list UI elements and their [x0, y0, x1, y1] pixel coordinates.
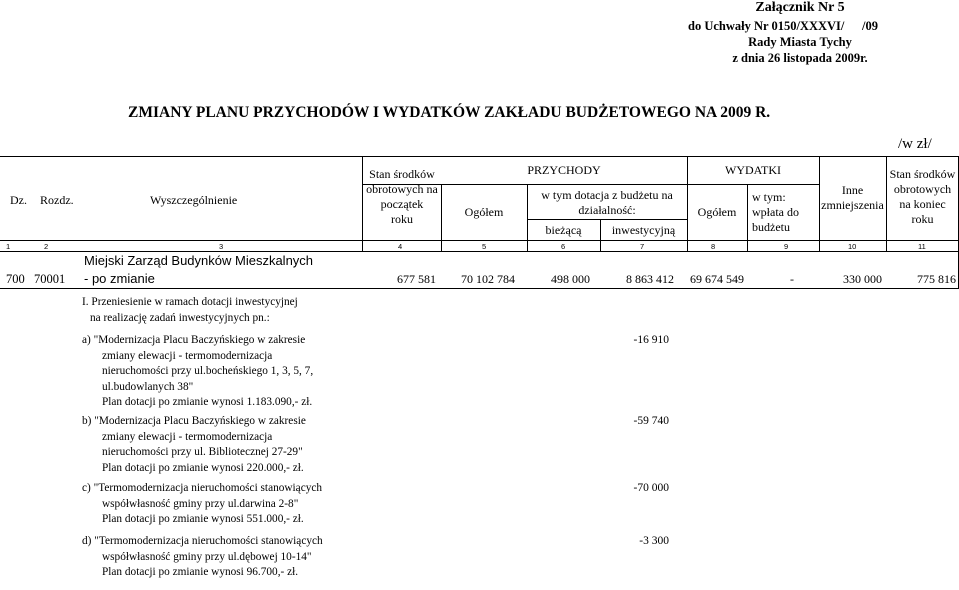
resolution-date: z dnia 26 listopada 2009r.	[732, 51, 868, 65]
col-wydatki-ogolem: Ogółem	[697, 205, 737, 219]
value-biezaca: 498 000	[551, 272, 590, 286]
row-name-after-change: - po zmianie	[84, 271, 155, 286]
col-number-8: 8	[711, 242, 716, 251]
col-biezaca: bieżącą	[545, 223, 582, 237]
col-wydatki-wtym	[752, 190, 799, 235]
item-b-l4: Plan dotacji po zmianie wynosi 220.000,- zł.	[102, 461, 304, 474]
col-przychody-ogolem: Ogółem	[464, 205, 504, 219]
item-b-value: -59 740	[633, 415, 669, 427]
col-number-1: 1	[6, 242, 11, 251]
item-d-l3: Plan dotacji po zmianie wynosi 96.700,- zł.	[102, 566, 299, 578]
col-stan-poczatek	[362, 167, 442, 227]
list-item	[82, 414, 306, 476]
resolution-year: /09	[862, 19, 878, 33]
value-wplata: -	[790, 272, 794, 286]
col-wydatki: WYDATKI	[725, 163, 781, 177]
unit-name: Miejski Zarząd Budynków Mieszkalnych	[84, 253, 314, 268]
item-b-l2: zmiany elewacji - termomodernizacja	[102, 430, 273, 443]
col-przychody-wtym	[527, 188, 687, 218]
col-inne-l1: Inne	[841, 183, 864, 197]
col-number-6: 6	[561, 242, 566, 251]
attachment-number: Załącznik Nr 5	[755, 0, 845, 15]
council-name: Rady Miasta Tychy	[748, 35, 852, 49]
item-c-l1: c) "Termomodernizacja nieruchomości stanowiących	[82, 482, 323, 494]
item-a-l1: a) "Modernizacja Placu Baczyńskiego w zakresie	[82, 334, 306, 346]
item-a-l4: ul.budowlanych 38"	[102, 380, 194, 393]
item-a-l5: Plan dotacji po zmianie wynosi 1.183.090,- zł.	[102, 396, 313, 408]
col-wyszczegolnienie: Wyszczególnienie	[150, 193, 238, 207]
section-heading-l1: I. Przeniesienie w ramach dotacji inwestycyjnej	[82, 296, 298, 308]
col-stan-poczatek-l4: roku	[391, 212, 413, 226]
row-dz: 700	[6, 272, 25, 286]
col-number-10: 10	[848, 242, 857, 251]
col-przychody-wtym-l1: w tym dotacja z budżetu na	[541, 188, 673, 202]
col-wydatki-wtym-l3: budżetu	[752, 220, 790, 234]
col-stan-koniec	[886, 167, 959, 227]
value-przychody-ogolem: 70 102 784	[461, 272, 515, 286]
list-item	[82, 333, 313, 411]
item-c-l3: Plan dotacji po zmianie wynosi 551.000,- zł.	[102, 513, 304, 525]
col-number-11: 11	[918, 242, 926, 251]
row-rozdz: 70001	[34, 272, 66, 286]
col-przychody-wtym-l2: działalność:	[578, 203, 636, 217]
item-a-l3: nieruchomości przy ul.bocheńskiego 1, 3, 5, 7,	[102, 365, 314, 377]
col-number-3: 3	[219, 242, 224, 251]
item-b-l3: nieruchomości przy ul. Bibliotecznej 27-29"	[102, 446, 303, 458]
col-stan-koniec-l2: obrotowych	[893, 182, 952, 196]
col-wydatki-wtym-l2: wpłata do	[752, 205, 799, 219]
value-inwestycyjna: 8 863 412	[626, 272, 674, 286]
col-dz: Dz.	[10, 193, 27, 207]
value-stan-koniec: 775 816	[917, 272, 956, 286]
section-heading-l2: na realizację zadań inwestycyjnych pn.:	[90, 311, 270, 324]
col-inne-zmniejszenia	[819, 183, 886, 213]
resolution-number: do Uchwały Nr 0150/XXXVI/	[688, 19, 845, 33]
page-title: ZMIANY PLANU PRZYCHODÓW I WYDATKÓW ZAKŁADU BUDŻETOWEGO NA 2009 R.	[128, 104, 771, 121]
section-heading	[82, 295, 298, 326]
col-rozdz: Rozdz.	[40, 193, 74, 207]
value-stan-poczatek: 677 581	[397, 272, 436, 286]
item-a-l2: zmiany elewacji - termomodernizacja	[102, 349, 273, 362]
col-inwestycyjna: inwestycyjną	[611, 223, 676, 237]
col-number-2: 2	[44, 242, 49, 251]
col-stan-koniec-l3: na koniec	[899, 197, 946, 211]
unit-label: /w zł/	[898, 136, 932, 152]
col-stan-koniec-l1: Stan środków	[889, 167, 956, 181]
col-number-4: 4	[398, 242, 403, 251]
value-wydatki-ogolem: 69 674 549	[690, 272, 744, 286]
col-number-7: 7	[640, 242, 645, 251]
item-b-l1: b) "Modernizacja Placu Baczyńskiego w zakresie	[82, 415, 306, 427]
item-d-l2: współwłasność gminy przy ul.dębowej 10-14"	[102, 550, 312, 563]
col-stan-poczatek-l3: początek	[380, 197, 424, 211]
item-a-value: -16 910	[633, 334, 669, 346]
col-stan-koniec-l4: roku	[911, 212, 934, 226]
value-inne-zmniejszenia: 330 000	[843, 272, 882, 286]
item-c-l2: współwłasność gminy przy ul.darwina 2-8"	[102, 497, 299, 510]
col-stan-poczatek-l2: obrotowych na	[366, 182, 438, 196]
item-d-l1: d) "Termomodernizacja nieruchomości stanowiących	[82, 535, 323, 547]
list-item	[82, 481, 322, 528]
list-item	[82, 534, 323, 581]
col-number-5: 5	[482, 242, 487, 251]
col-stan-poczatek-l1: Stan środków	[369, 167, 435, 181]
col-wydatki-wtym-l1: w tym:	[752, 190, 786, 204]
col-number-9: 9	[784, 242, 789, 251]
col-inne-l2: zmniejszenia	[821, 198, 884, 212]
col-przychody: PRZYCHODY	[527, 163, 601, 177]
item-d-value: -3 300	[639, 535, 669, 547]
item-c-value: -70 000	[633, 482, 669, 494]
